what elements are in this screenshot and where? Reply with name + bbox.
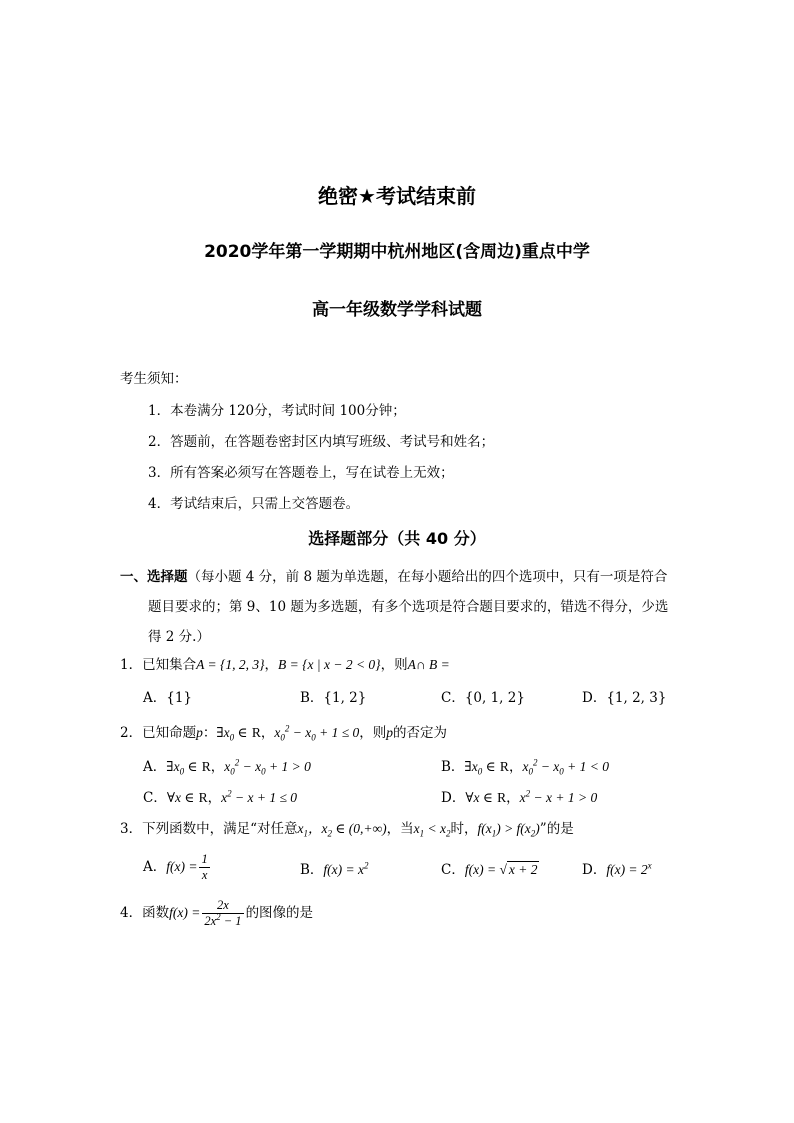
- subject-title: 高一年级数学学科试题: [312, 300, 482, 320]
- question-4-stem: 4．函数f(x) = $\frac{2x}{2x^2 - 1}$ 的图像的是: [120, 898, 314, 928]
- question-1-option-c: C．{0, 1, 2}: [441, 690, 525, 706]
- question-2-option-b: B．$\exists x_0$ ∈ R，$x_0^2 - x_0 + 1 < 0$: [441, 757, 610, 777]
- question-1-stem: 1．已知集合A = {1, 2, 3}，B = {x | x − 2 < 0}，则A∩ B =: [120, 657, 450, 673]
- question-1-option-b: B．{1, 2}: [300, 690, 367, 706]
- section-desc-line: 得 2 分.）: [148, 629, 210, 645]
- question-1-option-d: D．{1, 2, 3}: [582, 690, 667, 706]
- instructions-heading: 考生须知：: [120, 371, 188, 387]
- question-3-option-a: A．f(x) = $\frac{1}{x}$: [143, 852, 208, 882]
- section-title: 选择题部分（共 40 分）: [308, 529, 486, 548]
- question-2-option-d: D．∀x ∈ R，$x^2 - x + 1 > 0$: [441, 788, 598, 806]
- question-3-stem: 3．下列函数中，满足“对任意$x_1$，$x_2$ ∈ (0,+∞)，当$x_1 < x_2$时，$f(x_1) > f(x_2)$”的是: [120, 821, 574, 839]
- instruction-item: 4．考试结束后，只需上交答题卷。: [148, 496, 360, 512]
- intersection-expr: A∩ B =: [407, 657, 450, 672]
- question-1-option-a: A．{1}: [143, 690, 193, 706]
- confidential-title: 绝密★考试结束前: [318, 184, 476, 208]
- instruction-item: 1．本卷满分 120分，考试时间 100分钟；: [148, 403, 406, 419]
- section-desc-line: 题目要求的；第 9、10 题为多选题，有多个选项是符合题目要求的，错选不得分，少选: [148, 599, 669, 615]
- set-a-expr: A = {1, 2, 3}: [196, 657, 265, 672]
- section-label: 一、选择题: [120, 569, 188, 585]
- question-3-option-d: D．$f(x) = 2^x$: [582, 860, 652, 878]
- question-2-option-c: C．∀x ∈ R，$x^2 - x + 1 \le 0$: [143, 788, 298, 806]
- section-description: [120, 567, 667, 587]
- set-b-expr: B = {x | x − 2 < 0}: [278, 657, 381, 672]
- question-3-option-b: B．$f(x) = x^2$: [300, 860, 369, 878]
- question-3-option-c: C．f(x) = √ x + 2: [441, 862, 538, 878]
- question-2-option-a: A．$\exists x_0$ ∈ R，$x_0^2 - x_0 + 1 > 0$: [143, 757, 311, 777]
- section-desc-line: （每小题 4 分，前 8 题为单选题，在每小题给出的四个选项中，只有一项是符合: [187, 569, 668, 585]
- question-2-stem: 2．已知命题p：$\exists x_0$ ∈ R，$x_0^2 - x_0 + 1 \le 0$，则p的否定为: [120, 723, 447, 743]
- instruction-item: 3．所有答案必须写在答题卷上，写在试卷上无效；: [148, 465, 454, 481]
- exam-title: 2020学年第一学期期中杭州地区(含周边)重点中学: [204, 242, 590, 262]
- instruction-item: 2．答题前，在答题卷密封区内填写班级、考试号和姓名；: [148, 434, 495, 450]
